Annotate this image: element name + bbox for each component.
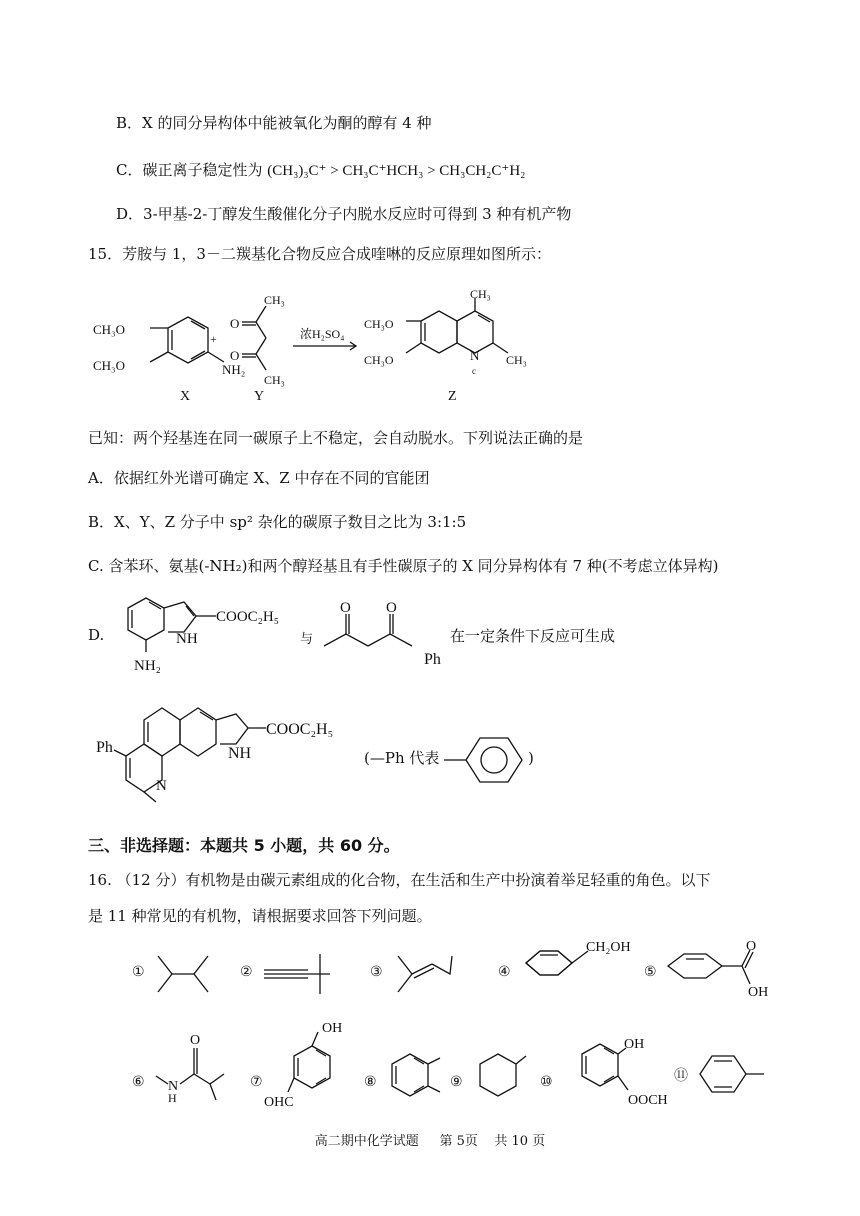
- compound-8-structure: [382, 1040, 452, 1120]
- z-methyl-top: CH₃: [470, 287, 491, 301]
- option-15a: A．依据红外光谱可确定 X、Z 中存在不同的官能团: [88, 469, 430, 487]
- compound-7-cho: OHC: [264, 1095, 294, 1110]
- fused-product: [96, 690, 396, 820]
- compound-z-structure: [406, 298, 508, 353]
- indole-ester: COOC₂H₅: [216, 609, 279, 625]
- compound-4-structure: [516, 935, 646, 995]
- label-3: ③: [370, 964, 383, 980]
- option-15b: B．X、Y、Z 分子中 sp² 杂化的碳原子数目之比为 3:1:5: [88, 513, 467, 531]
- compound-1-structure: [156, 948, 216, 998]
- label-10: ⑩: [540, 1074, 553, 1090]
- page-footer: [0, 1130, 860, 1149]
- x-methoxy-2: CH₃O: [93, 358, 125, 373]
- benzene-ring-icon: [444, 730, 534, 790]
- x-amino: NH₂: [222, 362, 246, 377]
- y-methyl-bottom: CH₃: [264, 373, 285, 387]
- compound-10-oh: OH: [624, 1037, 645, 1052]
- z-methoxy-1: CH₃O: [364, 317, 394, 331]
- option-14c: [116, 160, 525, 181]
- compound-5-oh: OH: [748, 985, 769, 1000]
- compound-6-o: O: [190, 1033, 201, 1048]
- ph-note: (—Ph 代表: [364, 749, 440, 767]
- indole-nh: NH: [176, 631, 198, 647]
- compound-10-structure: [556, 1028, 676, 1118]
- compound-3-structure: [394, 948, 474, 998]
- label-y: Y: [254, 389, 265, 404]
- y-methyl-top: CH₃: [264, 293, 285, 307]
- question-15-stem: 15．芳胺与 1，3－二羰基化合物反应合成喹啉的反应原理如图所示：: [88, 245, 551, 263]
- compound-7-oh: OH: [322, 1021, 343, 1036]
- compound-5-o: O: [746, 939, 757, 954]
- compound-9-structure: [470, 1040, 540, 1120]
- reaction-scheme: [88, 288, 648, 408]
- z-methoxy-2: CH₃O: [364, 353, 394, 367]
- label-11: ⑪: [674, 1068, 688, 1084]
- label-7: ⑦: [250, 1074, 263, 1090]
- compound-6-n: N: [168, 1079, 179, 1094]
- question-16-line1: 16. （12 分）有机物是由碳元素组成的化合物，在生活和生产中扮演着举足轻重的角色。以下: [88, 871, 711, 889]
- compound-2-structure: [264, 948, 354, 998]
- option-15d-suffix: 在一定条件下反应可生成: [450, 627, 616, 645]
- z-nitrogen: N: [470, 348, 480, 363]
- compound-11-structure: [690, 1044, 770, 1104]
- product-ph: Ph: [96, 739, 113, 756]
- compound-y-structure: [242, 306, 266, 370]
- footer-title: 高二期中化学试题: [314, 1134, 419, 1149]
- known-condition: 已知：两个羟基连在同一碳原子上不稳定，会自动脱水。下列说法正确的是: [88, 429, 584, 447]
- y-oxygen-2: O: [230, 348, 240, 363]
- label-2: ②: [240, 964, 253, 980]
- x-methoxy-1: CH₃O: [93, 322, 125, 337]
- footer-page: 第 5页: [439, 1134, 478, 1149]
- diketone-reactant: [320, 598, 460, 678]
- reagent-label: 浓H₂SO₄: [300, 327, 345, 341]
- diketone-o2: O: [386, 600, 397, 616]
- z-methyl-right: CH₃: [506, 353, 527, 367]
- ph-close: ): [528, 749, 534, 767]
- option-15c: C. 含苯环、氨基(-NH₂)和两个醇羟基且有手性碳原子的 X 同分异构体有 7 种(不考虑立体异构): [88, 557, 719, 575]
- product-ester: COOC₂H₅: [266, 721, 334, 738]
- compound-10-ester: OOCH: [628, 1093, 668, 1108]
- z-label-c: c: [472, 366, 476, 376]
- question-16-line2: 是 11 种常见的有机物，请根据要求回答下列问题。: [88, 907, 432, 925]
- compound-5-structure: [662, 940, 772, 1010]
- label-8: ⑧: [364, 1074, 377, 1090]
- label-9: ⑨: [450, 1074, 463, 1090]
- option-14d: D．3-甲基-2-丁醇发生酸催化分子内脱水反应时可得到 3 种有机产物: [116, 205, 572, 223]
- y-oxygen-1: O: [230, 316, 240, 331]
- compound-6-structure: [152, 1028, 242, 1108]
- compound-6-h: H: [168, 1091, 177, 1105]
- indole-reactant: [112, 590, 312, 680]
- label-z: Z: [448, 389, 457, 404]
- label-4: ④: [498, 964, 511, 980]
- carbocation-formula: (CH₃)₃C⁺ > CH₃C⁺HCH₃ > CH₃CH₂C⁺H₂: [267, 163, 526, 179]
- label-x: X: [180, 389, 191, 404]
- compound-7-structure: [262, 1016, 372, 1116]
- label-5: ⑤: [644, 964, 657, 980]
- label-1: ①: [132, 964, 145, 980]
- footer-total: 共 10 页: [494, 1134, 546, 1149]
- plus-sign: +: [210, 332, 217, 346]
- product-n: N: [156, 778, 167, 794]
- compound-4-group: CH₂OH: [586, 940, 631, 955]
- indole-nh2: NH₂: [134, 658, 161, 674]
- option-15d-prefix: D.: [88, 626, 105, 644]
- diketone-o1: O: [340, 600, 351, 616]
- option-14c-prefix: C．碳正离子稳定性为: [116, 161, 263, 179]
- diketone-ph: Ph: [424, 651, 441, 668]
- option-14b: B．X 的同分异构体中能被氧化为酮的醇有 4 种: [116, 114, 432, 132]
- section-3-heading: 三、非选择题：本题共 5 小题，共 60 分。: [88, 836, 400, 855]
- ph-definition: [364, 748, 439, 768]
- with-word: 与: [300, 632, 314, 647]
- product-nh: NH: [228, 745, 252, 762]
- label-6: ⑥: [132, 1074, 145, 1090]
